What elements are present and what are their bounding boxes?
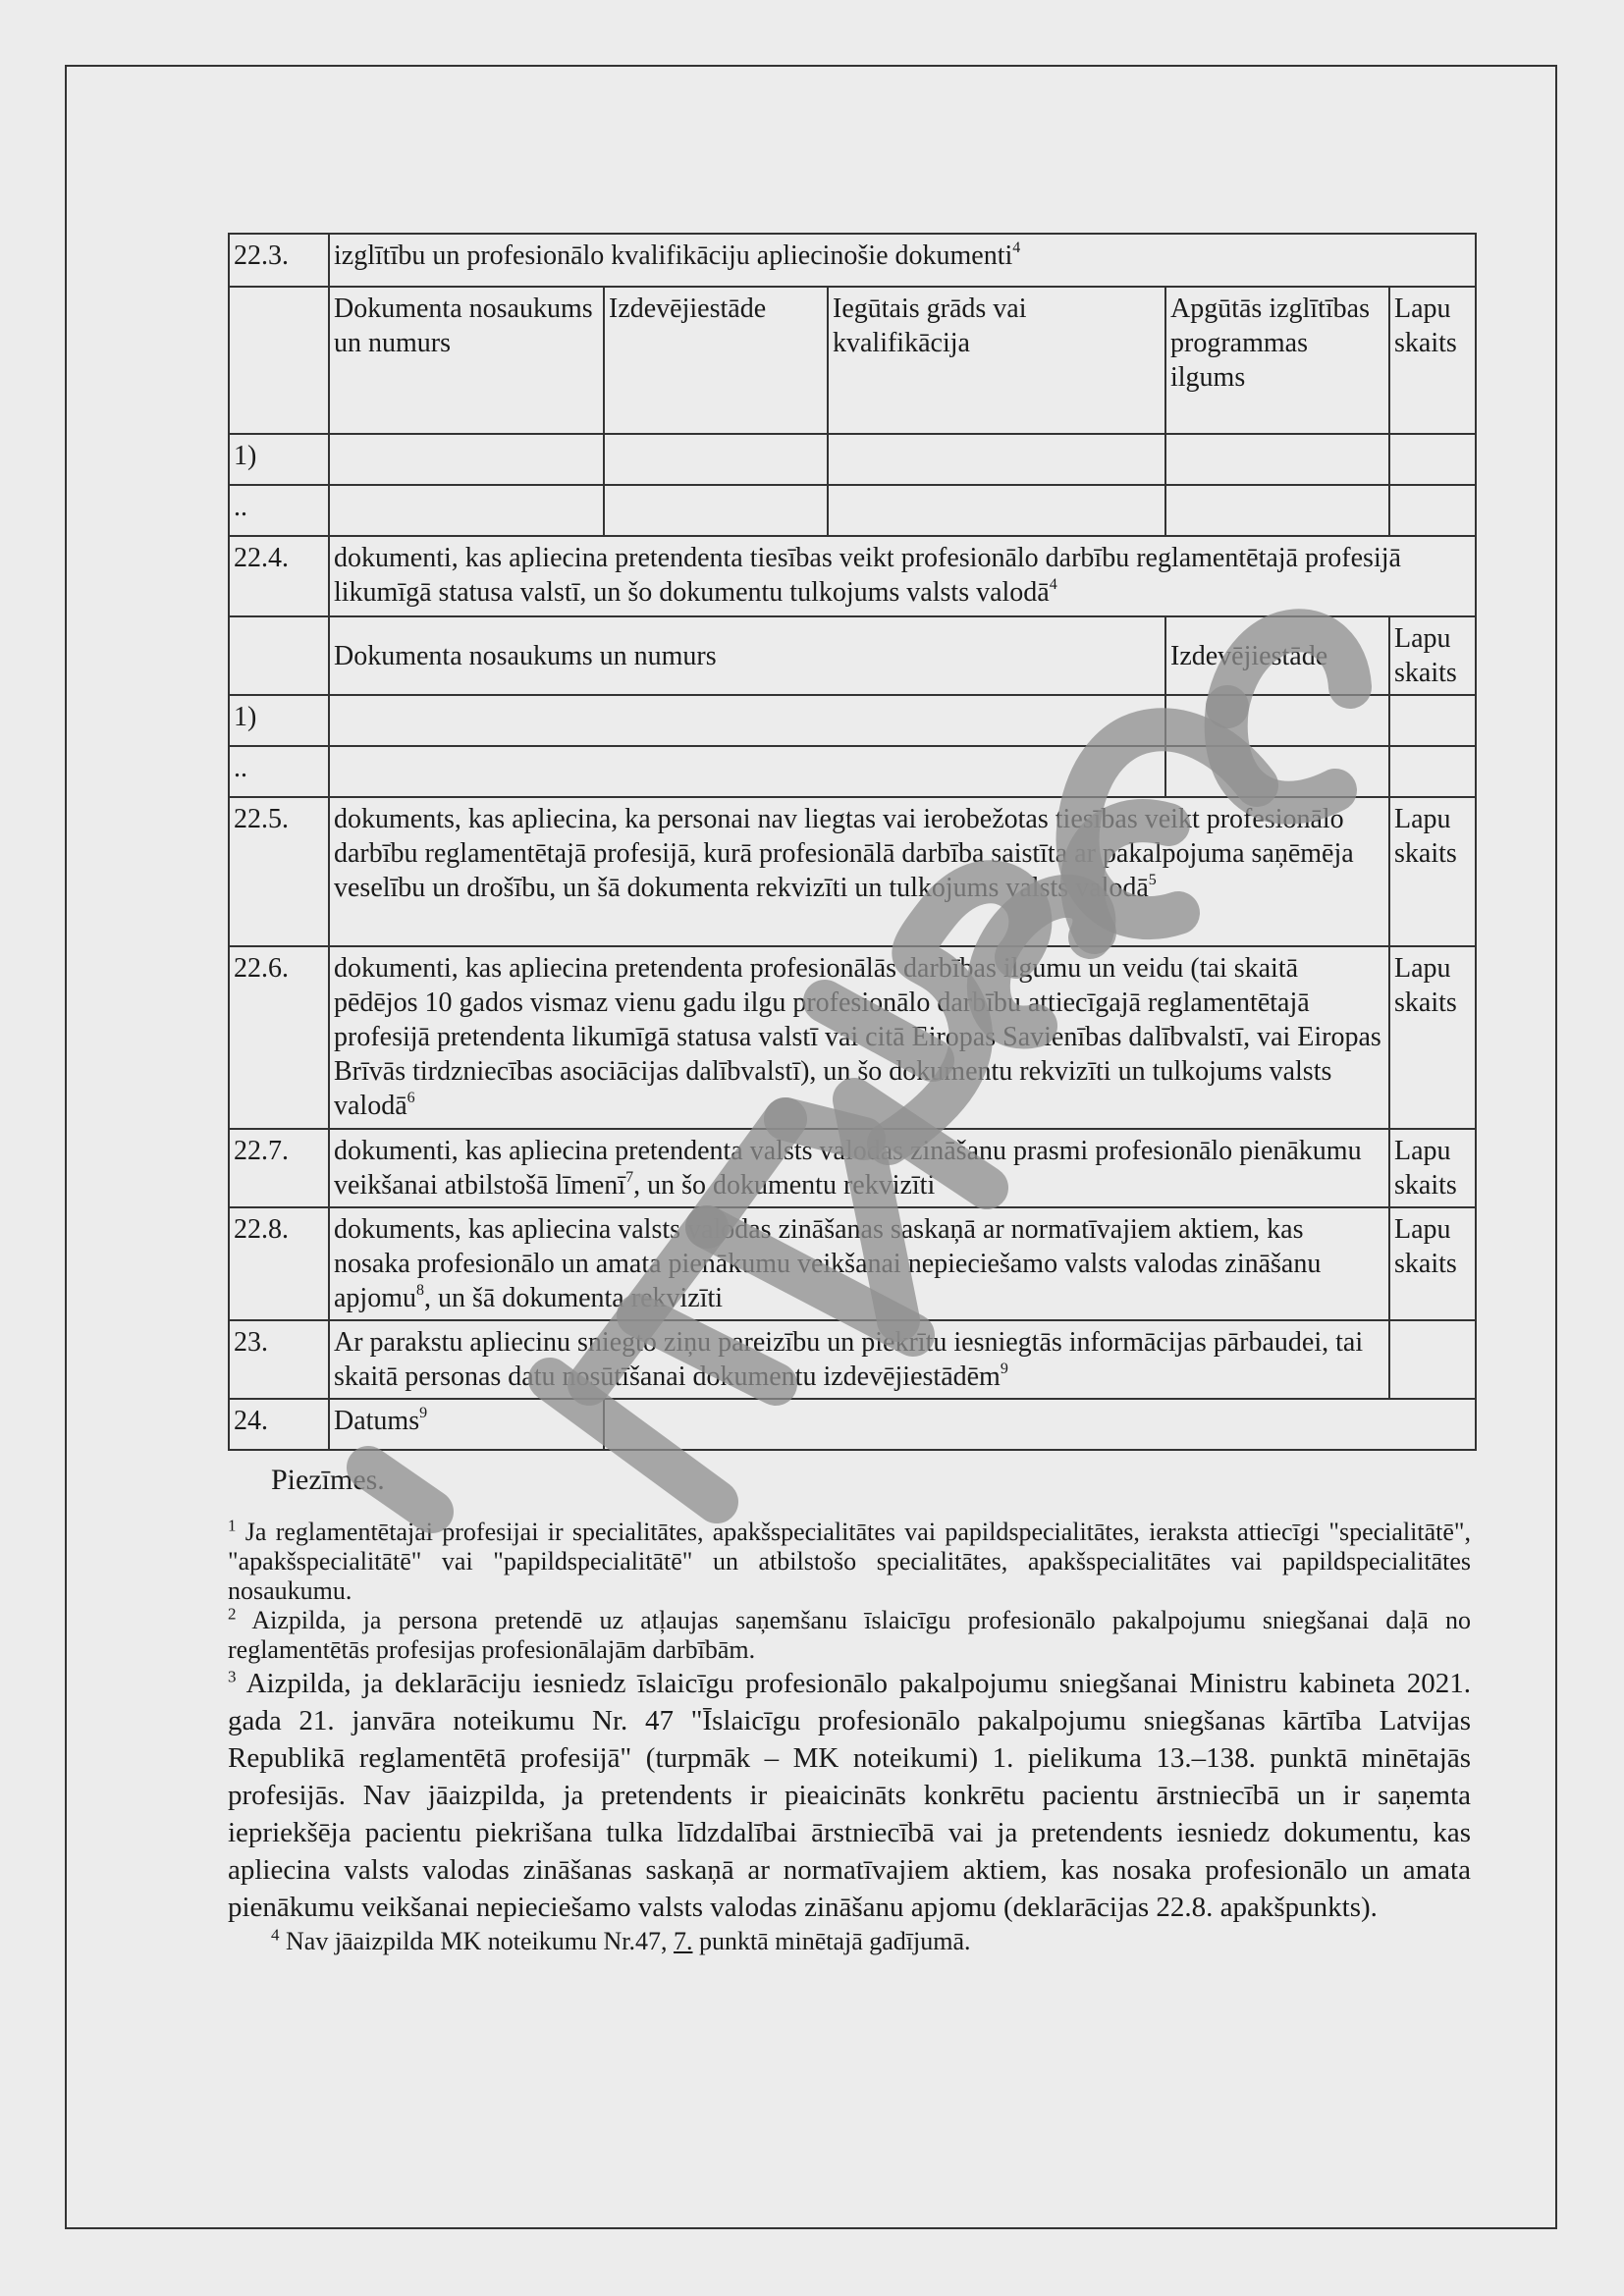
signature-cell[interactable] [1389, 1320, 1476, 1399]
date-label: Datums$^9$ [329, 1399, 604, 1450]
watermark-text: IEA Sneśc [0, 0, 5, 1]
pages-label: Lapu skaits [1389, 1129, 1476, 1207]
section-title: izglītību un profesionālo kvalifikāciju apliecinošie dokumenti$^4$ [329, 234, 1476, 287]
empty-cell[interactable] [1389, 746, 1476, 797]
section-text: dokumenti, kas apliecina pretendenta valsts valodas zināšanu prasmi profesionālo pienākumu veikšanai atbilstošā līmenī$^7$, un šo dokumentu rekvizīti [329, 1129, 1389, 1207]
empty-cell[interactable] [1389, 485, 1476, 536]
section-number: 22.7. [229, 1129, 329, 1207]
row-label: .. [229, 485, 329, 536]
empty-cell[interactable] [1389, 434, 1476, 485]
empty-cell[interactable] [1389, 695, 1476, 746]
empty-cell[interactable] [604, 434, 828, 485]
document-header-row [229, 616, 1476, 695]
section-22-5-row [229, 797, 1476, 946]
pages-label: Lapu skaits [1389, 1207, 1476, 1320]
section-22-3-row [229, 234, 1476, 287]
table-row [229, 434, 1476, 485]
table-row [229, 695, 1476, 746]
section-number: 24. [229, 1399, 329, 1450]
section-title: dokumenti, kas apliecina pretendenta tiesības veikt profesionālo darbību reglamentētajā profesijā likumīgā statusa valstī, un šo dokumentu tulkojums valsts valodā$^4$ [329, 536, 1476, 616]
row-label: 1) [229, 434, 329, 485]
section-number: 22.8. [229, 1207, 329, 1320]
row-label: .. [229, 746, 329, 797]
section-number: 22.4. [229, 536, 329, 616]
date-field[interactable] [604, 1399, 1476, 1450]
empty-cell[interactable] [1165, 485, 1389, 536]
empty-cell[interactable] [828, 485, 1165, 536]
section-22-6-row [229, 946, 1476, 1129]
section-number: 23. [229, 1320, 329, 1399]
footnote-1: $^1$ Ja reglamentētajai profesijai ir specialitātes, apakšspecialitātes vai papildspecialitātes, ieraksta attiecīgi "specialitātē", "apakšspecialitātē" vai "papildspecialitātē" un atbilstošo specialitātes, apakšspecialitātes vai papildspecialitātes nosaukumu. [228, 1516, 1471, 1605]
column-header: Izdevējiestāde [604, 287, 828, 434]
section-text: dokuments, kas apliecina, ka personai nav liegtas vai ierobežotas tiesības veikt profesionālo darbību reglamentētajā profesijā, kurā profesionālā darbība saistīta ar pakalpojuma saņēmēja veselību un drošību, un šā dokumenta rekvizīti un tulkojums valsts valodā$^5$ [329, 797, 1389, 946]
footnote-2: $^2$ Aizpilda, ja persona pretendē uz atļaujas saņemšanu īslaicīgu profesionālo pakalpojumu sniegšanai daļā no reglamentētās profesijas profesionālajām darbībām. [228, 1604, 1471, 1664]
column-header: Dokumenta nosaukums un numurs [329, 287, 604, 434]
section-22-7-row [229, 1129, 1476, 1207]
empty-cell[interactable] [604, 485, 828, 536]
footnote-4: $^4$ Nav jāaizpilda MK noteikumu Nr.47, 7. punktā minētajā gadījumā. [271, 1925, 971, 1955]
pages-label: Lapu skaits [1389, 797, 1476, 946]
row-label: 1) [229, 695, 329, 746]
section-24-row [229, 1399, 1476, 1450]
footnotes [228, 1463, 1471, 1957]
empty-cell[interactable] [1165, 695, 1389, 746]
section-number: 22.3. [229, 234, 329, 287]
table-row [229, 485, 1476, 536]
pages-label: Lapu skaits [1389, 946, 1476, 1129]
section-22-4-row [229, 536, 1476, 616]
section-number: 22.5. [229, 797, 329, 946]
column-header: Apgūtās izglītības programmas ilgums [1165, 287, 1389, 434]
empty-cell[interactable] [329, 434, 604, 485]
empty-cell[interactable] [828, 434, 1165, 485]
column-header: Dokumenta nosaukums un numurs [329, 616, 1165, 695]
column-header: Lapu skaits [1389, 287, 1476, 434]
table-row [229, 746, 1476, 797]
footnote-3: $^3$ Aizpilda, ja deklarāciju iesniedz īslaicīgu profesionālo pakalpojumu sniegšanai Ministru kabineta 2021. gada 21. janvāra noteikumu Nr. 47 "Īslaicīgu profesionālo pakalpojumu sniegšanas kārtība Latvijas Republikā reglamentētā profesijā" (turpmāk – MK noteikumi) 1. pielikuma 13.–138. punktā minētajās profesijās. Nav jāaizpilda, ja pretendents ir pieaicināts konkrētu pacientu ārstniecībā un ir saņemta iepriekšēja pacientu piekrišana tulka līdzdalībai ārstniecībā vai ja pretendents iesniedz dokumentu, kas apliecina valsts valodas zināšanas saskaņā ar normatīvajiem aktiem, kas nosaka profesionālo un amata pienākumu veikšanai nepieciešamo valsts valodas zināšanu apjomu (deklarācijas 22.8. apakšpunkts). [228, 1667, 1471, 1923]
empty-cell[interactable] [329, 695, 1165, 746]
consent-text: Ar parakstu apliecinu sniegto ziņu pareizību un piekrītu iesniegtās informācijas pārbaudei, tai skaitā personas datu nosūtīšanai dokumentu izdevējiestādēm$^9$ [329, 1320, 1389, 1399]
empty-cell[interactable] [1165, 746, 1389, 797]
section-23-row [229, 1320, 1476, 1399]
column-header: Izdevējiestāde [1165, 616, 1389, 695]
section-number: 22.6. [229, 946, 329, 1129]
column-header: Lapu skaits [1389, 616, 1476, 695]
section-text: dokuments, kas apliecina valsts valodas zināšanas saskaņā ar normatīvajiem aktiem, kas nosaka profesionālo un amata pienākumu veikšanai nepieciešamo valsts valodas zināšanu apjomu$^8$, un šā dokumenta rekvizīti [329, 1207, 1389, 1320]
column-header: Iegūtais grāds vai kvalifikācija [828, 287, 1165, 434]
section-text: dokumenti, kas apliecina pretendenta profesionālās darbības ilgumu un veidu (tai skaitā pēdējos 10 gados vismaz vienu gadu ilgu profesionālo darbību attiecīgajā reglamentētajā profesijā pretendenta likumīgā statusa valstī vai citā Eiropas Savienības dalībvalstī, vai Eiropas Brīvās tirdzniecības asociācijas dalībvalstī), un šo dokumentu rekvizīti un tulkojums valsts valodā$^6$ [329, 946, 1389, 1129]
section-22-8-row [229, 1207, 1476, 1320]
empty-cell[interactable] [1165, 434, 1389, 485]
footnote-link[interactable]: 7. [673, 1927, 693, 1955]
education-header-row [229, 287, 1476, 434]
empty-cell[interactable] [329, 746, 1165, 797]
empty-cell[interactable] [329, 485, 604, 536]
declaration-table [228, 233, 1477, 1451]
notes-title: Piezīmes. [271, 1464, 385, 1496]
